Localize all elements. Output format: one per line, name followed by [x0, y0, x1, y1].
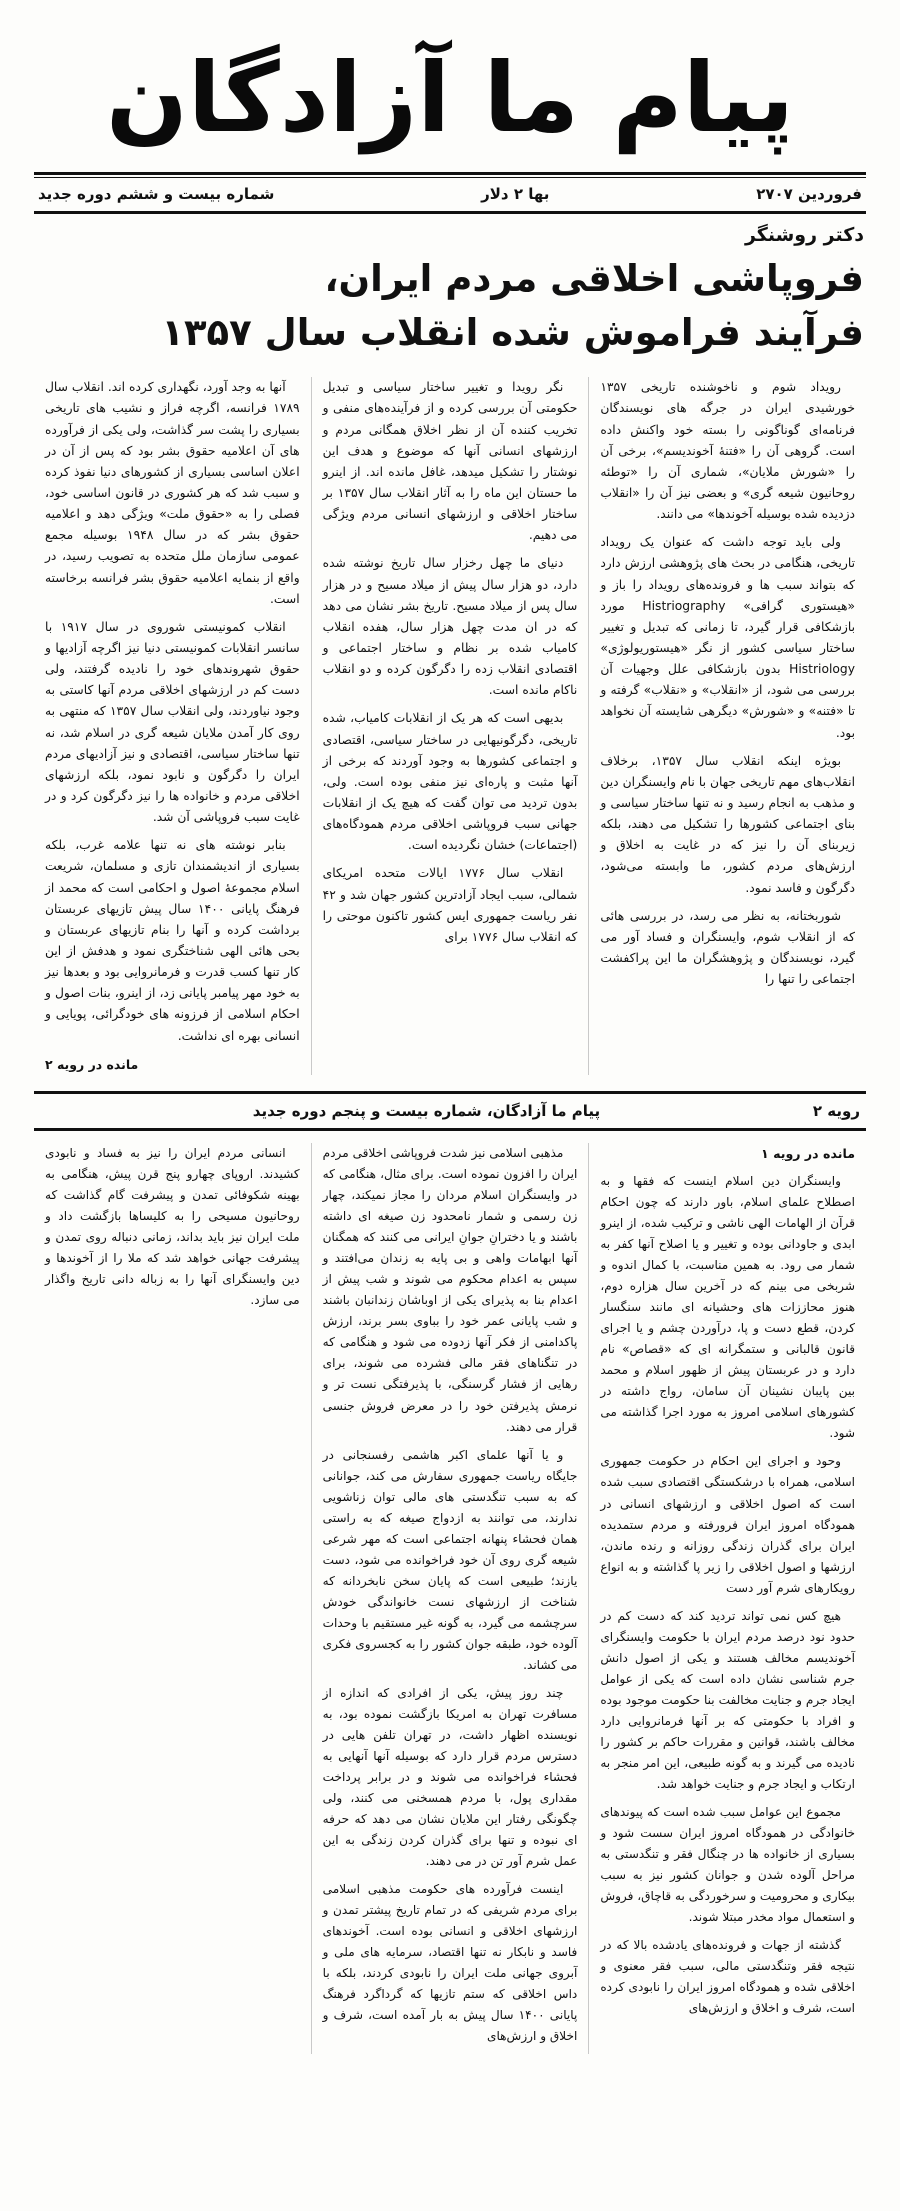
paragraph: هیچ کس نمی تواند تردید کند که دست کم در حدود نود درصد مردم ایران با حکومت وایسنگرای آخوندیسم مخالف هستند و یکی از اصول دانش جرم شناسی نشان داده است که یکی از عوامل ایجاد جرم و جنایت مخالفت بنا حکومت موجود بوده و افراد با حکومتی که بر آنها فرمانروایی دارد مخالف باشند، قوانین و مقررات حاکم بر کشور را نادیده می گیرند و به گونه طبیعی، این امر منجر به ارتکاب و ایجاد جرم و جنایت خواهد شد.: [600, 1608, 855, 1791]
paragraph: چند روز پیش، یکی از افرادی که اندازه از مسافرت تهران به امریکا بازگشت نموده بود، به نویسنده اظهار داشت، در تهران تلفن هایی در دسترس مردم قرار دارد که بوسیله آنها آنهایی به فحشاء فراخوانده می شوند و در برابر پرداخت مقداری پول، با مردم همسخنی می کنند، ولی چگونگی رفتار این ملایان نشان می دهد که حرفه ای نبوده و تنها برای گذران کردن زندگی به این عمل شرم آور تن در می دهند.: [322, 1685, 578, 1869]
issue-price: بها ۲ دلار: [481, 185, 550, 203]
column-middle: [311, 377, 589, 1075]
issue-info-bar: [34, 178, 866, 211]
page2-header-band: [34, 1091, 866, 1131]
masthead: [34, 28, 866, 162]
column-right: [588, 377, 866, 1075]
infobar-divider: [34, 211, 866, 214]
column-left: [34, 1143, 311, 2054]
paragraph: ولی باید توجه داشت که عنوان یک رویداد تاریخی، هنگامی در بحث های پژوهشی ارزش دارد که بتواند سبب ها و فرونده‌های رویداد را باز و «هیستوری گرافی» Histriography مورد بازشکافی قرار گیرد، تا زمانی که تبدیل و تغییر ساختار سیاسی کشور از نگر «هیستوریولوژی» Histriology بدون بازشکافی علل وجهیات آن بررسی می شود، از «انقلاب» و «نقلاب» گرفته و تا «فتنه» و «شورش» دیگرهی شایسته آن نخواهد بود.: [600, 535, 855, 740]
column-right: [588, 1143, 866, 2054]
article-headline: [36, 252, 864, 359]
paragraph: مذهبی اسلامی نیز شدت فروپاشی اخلاقی مردم ایران را افزون نموده است. برای مثال، هنگامی که در وایسنگران اسلام مردان را مجاز نمیکند، چهار زن رسمی و شمار نامحدود زن صیغه ای داشته باشند و یا دخترانِ جوانِ ایرانی می کنند که همگنان آنها ابهامات واهی و بی پایه به زندان می‌افتند و سپس به اعدام محکوم می شوند و شب پیش از اعدام بنا به پذیرای یکی از اوباشان زندانبان باشند و شب پایانی عمر خود را بباوی بسر برند، ارزش پاکدامنی از فکر آنها زدوده می شود و هنگامی که در تنگناهای فقر مالی فشرده می شوند، برای رهایی از فشار گرسنگی، با پذیرفتگی نست تر و نرمش پذیرفتن خود را در معرض فروش جنسی قرار می دهند.: [322, 1146, 578, 1434]
headline-line-1: فروپاشی اخلاقی مردم ایران،: [324, 257, 864, 300]
continued-note: مانده در رویه ۲: [44, 1056, 139, 1072]
issue-number: شماره بیست و ششم دوره جدید: [38, 185, 275, 203]
column-middle: [311, 1143, 589, 2054]
paragraph: شوربختانه، به نظر می رسد، در بررسی هائی که از انقلاب شوم، وایسنگران و فساد آور می گیرد، نویسندگان و پژوهشگران ما این پراکفشت اجتماعی را تنها را: [600, 908, 855, 987]
paragraph: بنابر نوشته های نه تنها علامه غرب، بلکه بسیاری از اندیشمندان تازی و مسلمان، شریعت اسلام مجموعهٔ اصول و احکامی است که محمد از فرهنگ پایانی ۱۴۰۰ سال پیش تازیهای عربستان برداشت کرده و آنها را بنام تازیهای عربستان و بحی هائی الهی شناختگری نمود و هدفش از این کار تنها کسب قدرت و فرمانروایی بود و بعدها نیز به خود مهر پیامبر پایانی زد، از اینرو، بنات اصول و احکام اسلامی از فرزونه های خودگرائی، پویایی و انسانی بهره ای نداشت.: [44, 838, 300, 1043]
paragraph: انقلاب کمونیستی شوروی در سال ۱۹۱۷ با سانسر انقلابات کمونیستی دنیا نیز اگرچه آزادیها و حقوق شهروندهای خود را نادیده گرفتند، ولی دست کم در ارزشهای اخلاقی مردم آنها کاستی به وجود نیاوردند، ولی انقلاب سال ۱۳۵۷ که منتهی به روی کار آمدن ملایان شیعه گری در اسلام شد، نه تنها ساختار سیاسی، اقتصادی و نیز آزادیهای مردم ایران را دگرگون و نابود نمود، بلکه ارزشهای اخلاقی مردم و خانواده ها را نیز دگرگون کرد و در غایت سبب فروپاشی آن شد.: [44, 619, 300, 825]
article-header: [34, 224, 866, 367]
paragraph: انسانی مردم ایران را نیز به فساد و نابودی کشیدند. اروپای چهارو پنج قرن پیش، هنگامی به بهینه شکوفائی تمدن و پیشرفت گام گذاشت که روحانیون مسیحی را به کلیساها بازگشت داد و ملت ایران نیز باید بداند، زمانی دنباله روی تمدن و پیشرفت جهانی خواهد شد که ملا را از آخوندها و دین وایسنگرای آنها را به زباله دانی تاریخ واگذار می سازد.: [44, 1146, 300, 1308]
paragraph: مجموع این عوامل سبب شده است که پیوندهای خانوادگی در همودگاه امروز ایران سست شود و بسیاری از خانواده ها در چنگال فقر و تنگدستی به مراحل آلوده شدن و جوانان کشور نیز به سبب بیکاری و محرومیت و سرخوردگی به قاچاق، فروش و استعمال مواد مخدر مبتلا شوند.: [600, 1804, 855, 1925]
newspaper-title: پیام ما آزادگان: [105, 42, 795, 154]
page2-masthead-line: پیام ما آزادگان، شماره بیست و پنجم دوره جدید: [252, 1102, 601, 1121]
paragraph: انقلاب سال ۱۷۷۶ ایالات متحده امریکای شمالی، سبب ایجاد آزادترین کشور جهان شد و ۴۲ نفر ریاست جمهوری ایس کشور تاکنون موحتی را که انقلاب سال ۱۷۷۶ برای: [322, 866, 578, 944]
paragraph: دنیای ما چهل رخزار سال تاریخ نوشته شده دارد، دو هزار سال پیش از میلاد مسیح و در هزار سال پس از میلاد مسیح. تاریخ بشر نشان می دهد که در ان مدت چهل هزار سال، هفده انقلاب کامیاب شده بر نظام و ساختار اجتماعی و اقتصادی انقلاب زده را دگرگون کرده و دو انقلاب ناکام مانده است.: [322, 556, 578, 698]
article-byline: دکتر روشنگر: [744, 224, 864, 246]
page1-columns: [34, 377, 866, 1075]
paragraph: بویژه اینکه انقلاب سال ۱۳۵۷، برخلاف انقلاب‌های مهم تاریخی جهان با نام وایسنگران دین و مذهب به انجام رسید و نه تنها ساختار سیاسی و بنای اجتماعی کشورها را تشکیل می دهند، بلکه زیربنای آن را نیز که در غایت به اخلاق و ارزش‌های مردم کشور، ما وابسته می‌شود، دگرگون و فاسد نمود.: [600, 753, 855, 895]
paragraph: اینست فرآورده های حکومت مذهبی اسلامی برای مردم شریفی که در تمام تاریخ پیشتر تمدن و ارزشهای اخلاقی و انسانی بوده است. آخوندهای فاسد و نابکار نه تنها اقتصاد، سرمایه های ملی و آبروی جهانی ملت ایران را نابودی کردند، بلکه با داس اخلاقی که ستم تازیها که گرداگرد فرهنگ پایانی ۱۴۰۰ سال پیش به بار آمده است، شرف و اخلاق و ارزش‌های: [322, 1882, 578, 2044]
paragraph: گذشته از جهات و فرونده‌های یادشده بالا که در نتیجه فقر وتنگدستی مالی، سبب فقر معنوی و اخلاقی شده و همودگاه امروز ایران را نابودی کرده است، شرف و اخلاق و ارزش‌های: [600, 1938, 855, 2016]
paragraph: نگر رویدا و تغییر ساختار سیاسی و تبدیل حکومتی آن بررسی کرده و از فرآینده‌های منفی و تخریب کننده آن از نظر اخلاق همگانی مردم و ارزشهای انسانی آنها که موضوع و هدف این نوشتار را تشکیل میدهد، غافل مانده اند. از اینرو ما حستان این ماه را به آثار انقلاب سال ۱۳۵۷ بر ساختار اخلاقی و ارزشهای انسانی مردم ویژگی می دهیم.: [322, 380, 578, 543]
page2-number: رویه ۲: [812, 1102, 860, 1121]
issue-date: فروردین ۲۷۰۷: [756, 185, 862, 203]
paragraph: رویداد شوم و ناخوشنده تاریخی ۱۳۵۷ خورشیدی ایران در جرگه های نویسندگان فرنامه‌ای گوناگونی را بسته خود واکنش داده است. گروهی آن را «فتنهٔ آخوندیسم»، برخی آن را «شورش ملایان»، شماری آن را «توطئه روحانیون شیعه گری» و بعضی نیز آن را «انقلاب دزدیده شده بوسیله آخوندها» می دانند.: [600, 380, 855, 522]
column-left: [34, 377, 311, 1075]
paragraph: و یا آنها علمای اکبر هاشمی رفسنجانی در جایگاه ریاست جمهوری سفارش می کند، جوانانی که به سبب تنگدستی های مالی توان زناشویی ندارند، می توانند به ازدواج صیغه که به راستی همان فحشاء پنهانه اجتماعی است که مهر شرعی شیعه گری روی آن خود فراخوانده می شود، دست یازند؛ طبیعی است که پایان سخن نابخردانه که شناخت از ارزشهای نست خانواندگی خودش سرچشمه می گیرد، به گونه غیر مستقیم با وحدات آلوده خود، طبقه جوان کشور را به کجسروی فکری می کشاند.: [322, 1447, 578, 1672]
continued-from-note: مانده در رویه ۱: [761, 1146, 855, 1162]
paragraph: آنها به وجد آورد، نگهداری کرده اند. انقلاب سال ۱۷۸۹ فرانسه، اگرچه فراز و نشیب های تاریخی بسیاری را پشت سر گذاشت، ولی یکی از فرآورده های آن اعلامیه حقوق بشر بود که پس از آن در اعلان اساسی بسیاری از کشورهای دنیا نفوذ کرده و سبب شد که هر کشوری در قانون اساسی خود، فصلی را به «حقوق ملت» ویژگی دهد و اعلامیه حقوق بشر که در سال ۱۹۴۸ بوسیله مجمع عمومی سازمان ملل متحده به تصویب رسید، در واقع از بنمایه اعلامیه حقوق بشر فرانسه برخاسته است.: [44, 380, 300, 606]
paragraph: وایسنگران دین اسلام اینست که فقها و به اصطلاح علمای اسلام، باور دارند که چون احکام قرآن از الهامات الهی ناشی و ترکیب شده، از اینرو ابدی و جاودانی بوده و تغییر و یا اصلاح آنها کفر به شمار می رود. به همین مناسبت، با کمال اندوه و شربخی می بینم که در آخرین سال هزاره دوم، هنوز محاززات های وحشیانه ای مانند سنگسار کردن، قطع دست و پا، درآوردن چشم و یا اجرای قانون قالبانی و ستمگرانه ای که «قصاص» نام دارد و در عربستان پیش از ظهور اسلام و محمد بین پایبان نشینان آن سامان، رواج داشته در کشورهای اسلامی امروز به مورد اجرا گذاشته می شود.: [600, 1174, 855, 1441]
paragraph: وحود و اجرای این احکام در حکومت جمهوری اسلامی، همراه با درشکستگی اقتصادی سبب شده است که اصول اخلاقی و ارزشهای انسانی در همودگاه امروز ایران فرورفته و مردم ستمدیده ایران برای گذران زندگی روزانه و رنده ماندن، ارزشها و اصول اخلاقی را زیر پا گذاشته و به انواع رویکارهای شرم آور دست: [600, 1454, 855, 1595]
headline-line-2: فرآیند فراموش شده انقلاب سال ۱۳۵۷: [161, 310, 864, 354]
paragraph: بدیهی است که هر یک از انقلابات کامیاب، شده تاریخی، دگرگونیهایی در ساختار سیاسی، اقتصادی و اجتماعی کشورها به وجود آوردند که برخی از آنها مثبت و پاره‌ای نیز منفی بوده است. ولی، بدون تردید می توان گفت که هیچ یک از انقلابات جهانی سبب فروپاشی اخلاقی مردم همودگاه‌های (اجتماعات) خشان نگردیده است.: [322, 711, 578, 853]
masthead-divider: [34, 172, 866, 175]
page2-columns: [34, 1143, 866, 2054]
